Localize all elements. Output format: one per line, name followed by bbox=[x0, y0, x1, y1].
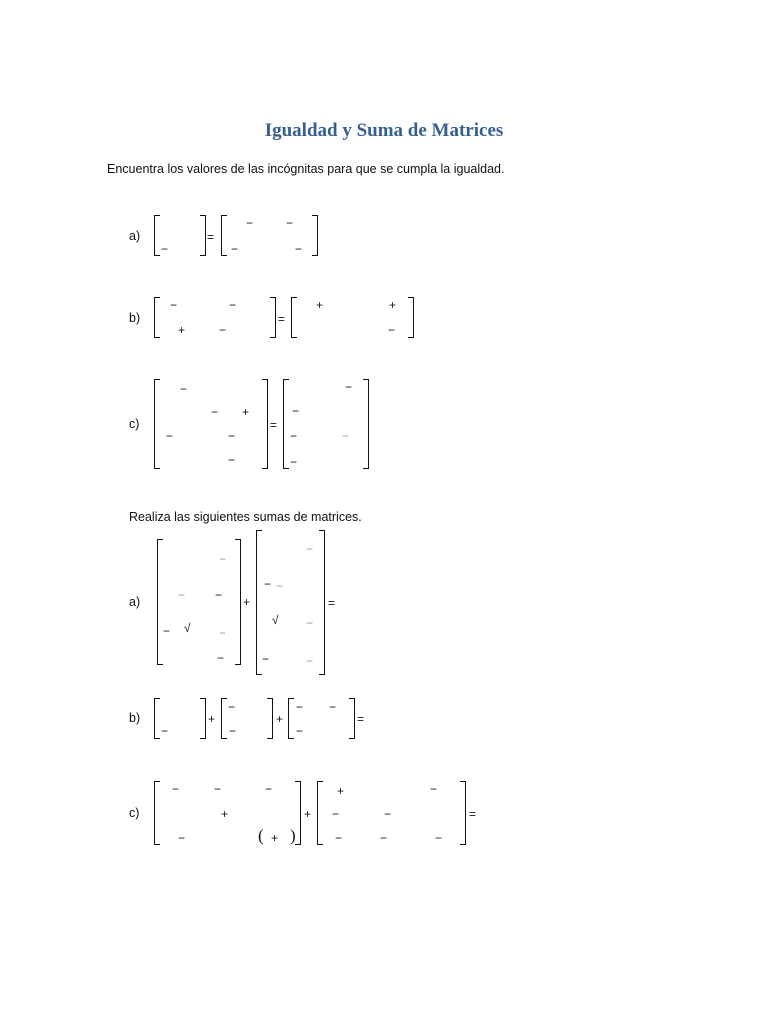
minus-sign-5: − bbox=[295, 242, 303, 256]
minus-sign-27: − bbox=[178, 588, 186, 602]
minus-sign-9: − bbox=[219, 323, 227, 337]
minus-sign-63: − bbox=[384, 807, 392, 821]
minus-sign-31: − bbox=[219, 626, 227, 640]
minus-sign-62: − bbox=[332, 807, 340, 821]
sqrt-sign-37: √ bbox=[272, 613, 279, 627]
minus-sign-55: − bbox=[178, 831, 186, 845]
minus-sign-44: − bbox=[228, 700, 236, 714]
matrix-left-bracket-2 bbox=[221, 215, 229, 256]
minus-sign-32: − bbox=[217, 651, 225, 665]
matrix-left-bracket-22 bbox=[154, 781, 162, 845]
minus-sign-53: − bbox=[265, 782, 273, 796]
minus-sign-17: − bbox=[166, 429, 174, 443]
minus-sign-2: − bbox=[246, 216, 254, 230]
minus-sign-34: − bbox=[306, 542, 314, 556]
minus-sign-29: − bbox=[163, 624, 171, 638]
matrix-right-bracket-1 bbox=[198, 215, 206, 256]
matrix-right-bracket-19 bbox=[265, 698, 273, 739]
matrix-left-bracket-8 bbox=[154, 379, 162, 469]
minus-sign-15: − bbox=[211, 405, 219, 419]
minus-sign-38: − bbox=[306, 616, 314, 630]
minus-sign-6: − bbox=[170, 298, 178, 312]
plus-sign-57: + bbox=[271, 831, 279, 845]
plus-sign-8: + bbox=[178, 323, 186, 337]
minus-sign-47: − bbox=[296, 700, 304, 714]
matrix-left-bracket-12 bbox=[157, 539, 165, 665]
matrix-left-bracket-4 bbox=[154, 297, 162, 338]
plus-sign-54: + bbox=[221, 807, 229, 821]
matrix-right-bracket-9 bbox=[260, 379, 268, 469]
label-sum-a: a) bbox=[129, 595, 141, 609]
minus-sign-19: − bbox=[228, 453, 236, 467]
label-eq-c: c) bbox=[129, 417, 140, 431]
label-eq-a: a) bbox=[129, 229, 141, 243]
minus-sign-13: − bbox=[388, 323, 396, 337]
minus-sign-45: − bbox=[229, 724, 237, 738]
plus-sign-59: + bbox=[304, 807, 312, 821]
minus-sign-14: − bbox=[180, 382, 188, 396]
minus-sign-21: − bbox=[345, 380, 353, 394]
matrix-right-bracket-21 bbox=[347, 698, 355, 739]
minus-sign-66: − bbox=[435, 831, 443, 845]
matrix-right-bracket-7 bbox=[406, 297, 414, 338]
instruction-equality: Encuentra los valores de las incógnitas para que se cumpla la igualdad. bbox=[107, 162, 505, 176]
matrix-right-bracket-13 bbox=[233, 539, 241, 665]
plus-sign-60: + bbox=[337, 784, 345, 798]
matrix-right-bracket-15 bbox=[317, 530, 325, 675]
plus-sign-33: + bbox=[243, 595, 251, 609]
matrix-right-bracket-11 bbox=[361, 379, 369, 469]
equals-sign-41: = bbox=[328, 596, 336, 610]
minus-sign-24: − bbox=[342, 429, 350, 443]
equals-sign-67: = bbox=[469, 807, 477, 821]
minus-sign-64: − bbox=[335, 831, 343, 845]
label-eq-b: b) bbox=[129, 311, 141, 325]
matrix-left-bracket-6 bbox=[291, 297, 299, 338]
sqrt-sign-30: √ bbox=[184, 621, 191, 635]
instruction-sums: Realiza las siguientes sumas de matrices. bbox=[129, 510, 362, 524]
minus-sign-52: − bbox=[214, 782, 222, 796]
label-sum-b: b) bbox=[129, 711, 141, 725]
minus-sign-18: − bbox=[228, 429, 236, 443]
minus-sign-40: − bbox=[306, 654, 314, 668]
minus-sign-35: − bbox=[264, 577, 272, 591]
minus-sign-4: − bbox=[231, 242, 239, 256]
minus-sign-49: − bbox=[296, 724, 304, 738]
minus-sign-25: − bbox=[290, 455, 298, 469]
minus-sign-26: − bbox=[219, 552, 227, 566]
minus-sign-39: − bbox=[262, 652, 270, 666]
plus-sign-11: + bbox=[316, 298, 324, 312]
minus-sign-28: − bbox=[215, 588, 223, 602]
matrix-left-bracket-24 bbox=[317, 781, 325, 845]
minus-sign-65: − bbox=[380, 831, 388, 845]
matrix-right-bracket-5 bbox=[268, 297, 276, 338]
minus-sign-0: − bbox=[161, 242, 169, 256]
matrix-right-bracket-25 bbox=[458, 781, 466, 845]
equals-sign-1: = bbox=[207, 230, 215, 244]
minus-sign-61: − bbox=[430, 782, 438, 796]
minus-sign-22: − bbox=[292, 404, 300, 418]
equals-sign-10: = bbox=[278, 312, 286, 326]
plus-sign-46: + bbox=[276, 712, 284, 726]
equals-sign-20: = bbox=[270, 418, 278, 432]
plus-sign-16: + bbox=[242, 405, 250, 419]
minus-sign-3: − bbox=[286, 216, 294, 230]
plus-sign-12: + bbox=[389, 298, 397, 312]
lparen-sign-56: ( bbox=[258, 826, 264, 845]
matrix-right-bracket-3 bbox=[310, 215, 318, 256]
matrix-left-bracket-20 bbox=[288, 698, 296, 739]
equals-sign-50: = bbox=[357, 712, 365, 726]
minus-sign-42: − bbox=[161, 724, 169, 738]
minus-sign-23: − bbox=[290, 429, 298, 443]
minus-sign-36: − bbox=[276, 579, 284, 593]
minus-sign-7: − bbox=[229, 298, 237, 312]
rparen-sign-58: ) bbox=[290, 826, 296, 845]
minus-sign-51: − bbox=[172, 782, 180, 796]
label-sum-c: c) bbox=[129, 806, 140, 820]
page-title: Igualdad y Suma de Matrices bbox=[264, 120, 504, 141]
plus-sign-43: + bbox=[208, 712, 216, 726]
minus-sign-48: − bbox=[329, 700, 337, 714]
matrix-right-bracket-17 bbox=[198, 698, 206, 739]
